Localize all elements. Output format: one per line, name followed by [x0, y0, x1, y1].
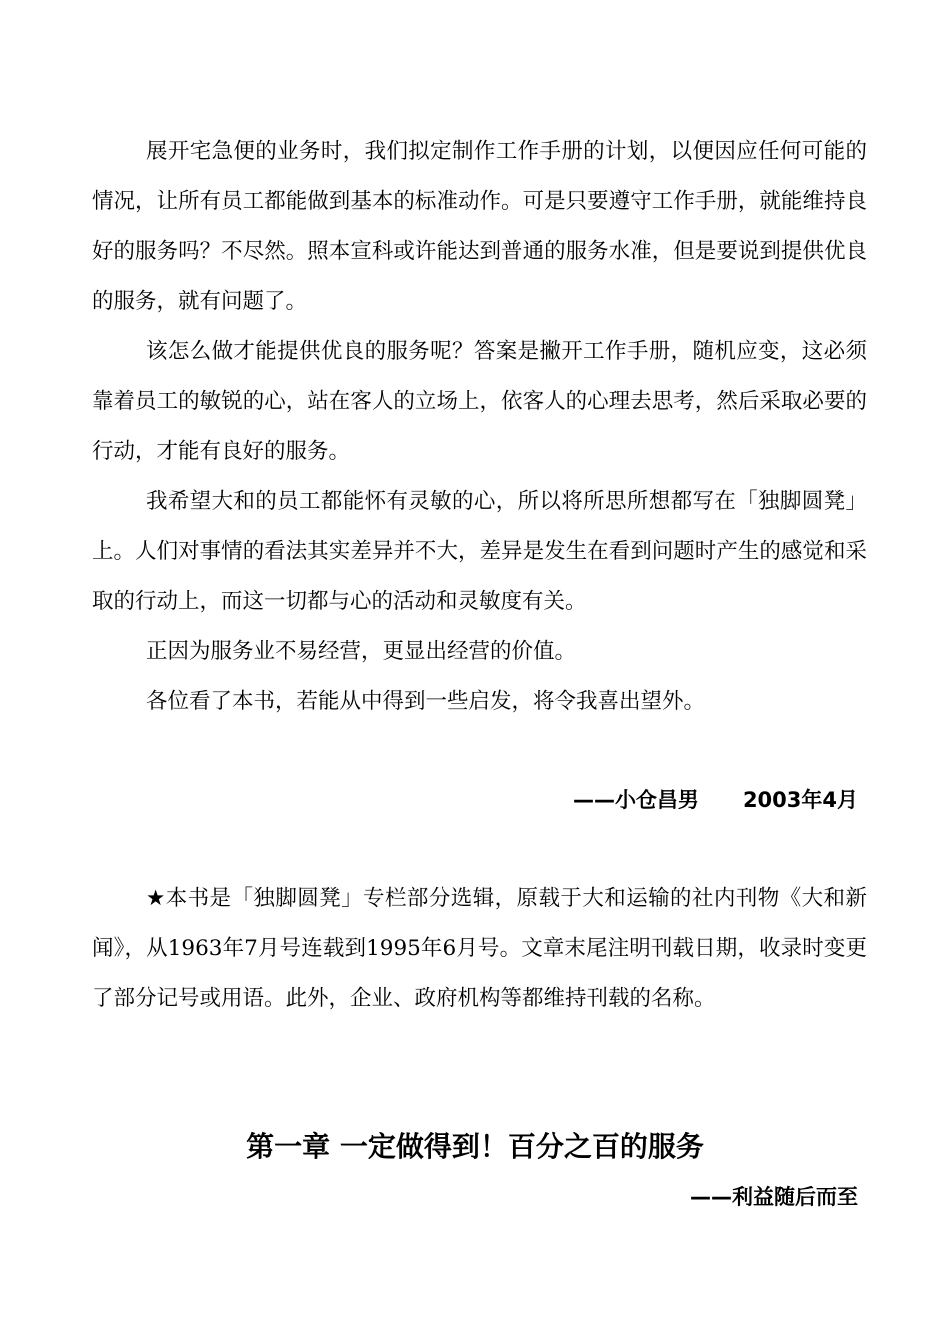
paragraph-5: 各位看了本书，若能从中得到一些启发，将令我喜出望外。 [146, 689, 706, 714]
paragraph-2: 该怎么做才能提供优良的服务呢？答案是撇开工作手册，随机应变，这必须靠着员工的敏锐的心，站在客人的立场上，依客人的心理去思考，然后采取必要的行动，才能有良好的服务。 [92, 339, 867, 464]
star-icon: ★ [146, 886, 166, 911]
chapter-title: 第一章 一定做得到！百分之百的服务 [246, 1130, 704, 1163]
signature-author: ——小仓昌男 [572, 788, 699, 812]
signature-date: 2003年4月 [742, 788, 858, 812]
paragraph-4: 正因为服务业不易经营，更显出经营的价值。 [146, 639, 577, 664]
editorial-note-text: 本书是「独脚圆凳」专栏部分选辑，原载于大和运输的社内刊物《大和新闻》，从1963年7月号连载到1995年6月号。文章末尾注明刊载日期，收录时变更了部分记号或用语。此外，企业、政府机构等都维持刊载的名称。 [92, 886, 867, 1011]
chapter-subtitle: ——利益随后而至 [690, 1185, 858, 1209]
paragraph-1: 展开宅急便的业务时，我们拟定制作工作手册的计划，以便因应任何可能的情况，让所有员工都能做到基本的标准动作。可是只要遵守工作手册，就能维持良好的服务吗？不尽然。照本宣科或许能达到普通的服务水准，但是要说到提供优良的服务，就有问题了。 [92, 139, 867, 314]
paragraph-3: 我希望大和的员工都能怀有灵敏的心，所以将所思所想都写在「独脚圆凳」上。人们对事情的看法其实差异并不大，差异是发生在看到问题时产生的感觉和采取的行动上，而这一切都与心的活动和灵敏度有关。 [92, 489, 867, 614]
editorial-note [92, 874, 867, 1024]
signature [573, 775, 858, 825]
